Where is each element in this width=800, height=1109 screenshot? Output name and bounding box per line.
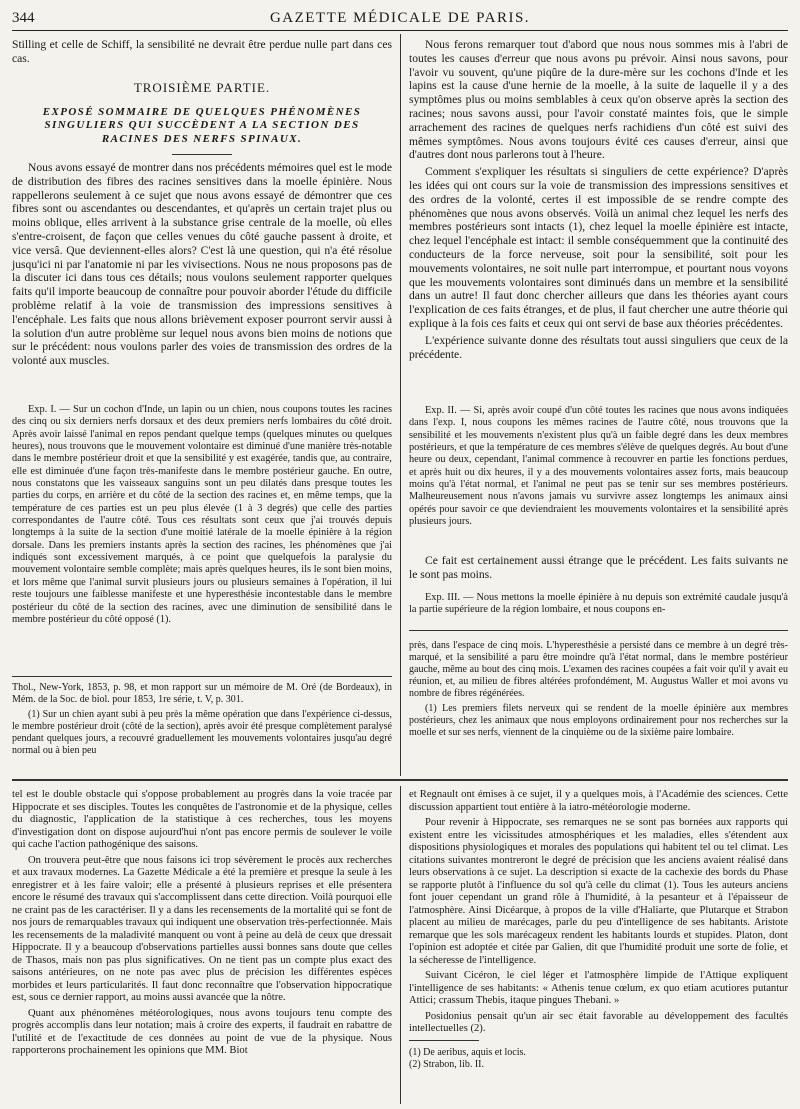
paragraph: Stilling et celle de Schiff, la sensibilité ne devrait être perdue nulle part dans ces cas.	[12, 38, 392, 65]
section-title: TROISIÈME PARTIE.	[133, 79, 271, 95]
left-notes	[12, 682, 392, 760]
experiment-3-block	[409, 592, 788, 620]
footnotes	[409, 1047, 788, 1071]
divider	[172, 154, 232, 155]
note: près, dans l'espace de cinq mois. L'hyperesthésie a persisté dans ce membre à un degré très-marqué, et la sensibilité a paru être moindre qu'à l'état normal, dans le membre postérieur gauche, même au bout des cinq mois. L'examen des racines coupées a fait voir qu'il y avait eu réunion, et, au milieu de fibres altérées profondément, M. Augustus Waller et moi avons vu nombre de fibres régénérées.	[409, 640, 788, 699]
paragraph: Posidonius pensait qu'un air sec était favorable au développement des facultés intellectuelles (2).	[409, 1010, 788, 1034]
experiment-1-block	[12, 404, 392, 629]
footnote: (1) Sur un chien ayant subi à peu près la même opération que dans l'expérience ci-dessus, le membre postérieur droit (côté de la section), après avoir été presque complètement paralysé pendant quelques jours, a recouvré graduellement les mouvements volontaires jusqu'au degré normal ou à bien peu	[12, 709, 392, 756]
paragraph: Suivant Cicéron, le ciel léger et l'atmosphère limpide de l'Attique expliquent l'intelligence de ses habitants: « Athenis tenue cœlum, ex quo etiam acutiores putantur Attici; crassum Thebis, itaque pingues Thebani. »	[409, 970, 788, 1006]
paragraph: On trouvera peut-être que nous faisons ici trop sévèrement le procès aux recherches et aux travaux modernes. La Gazette Médicale a été la première et presque la seule à les enregistrer et à les faire valoir; elle a présenté à plusieurs reprises et elle présentera encore le résumé des travaux qui s'accomplissent dans cette direction. Voilà pourquoi elle ne craint pas de les caractériser. Il y a dans les recensements de la mortalité qui se font de nos jours de remarquables travaux qui indiquent une observation très-perfectionnée. Mais les recensements de la maladivité manquent ou vont à peine au delà de ceux que dressait Hippocrate. Il y a beaucoup d'observations partielles aussi bonnes sans doute que celles de Thasos, mais non pas plus significatives. On ne tient pas un compte plus exact des saisons antérieures, on ne note pas avec plus de précision les différentes espèces morbides et leurs particularités. Il faut donc reconnaître que l'observation hippocratique est, sous ce dernier rapport, au moins aussi avancée que la nôtre.	[12, 854, 392, 1003]
footnote: (2) Strabon, lib. II.	[409, 1058, 484, 1070]
paragraph: Quant aux phénomènes météorologiques, nous avons toujours tenu compte des progrès accomplis dans leur notation; mais à croire des experts, il faudrait en rabattre de l'utilité et de l'exactitude de ces données au point de vue de la physique. Nous rapporterons prochainement les opinions que MM. Biot	[12, 1007, 392, 1056]
experiment-1: Exp. I. — Sur un cochon d'Inde, un lapin ou un chien, nous coupons toutes les racines des cinq ou six derniers nerfs dorsaux et des deux premiers nerfs lombaires du côté droit. Après avoir laissé l'animal en repos pendant quelque temps (quelques minutes ou quelques heures), nous trouvons que le mouvement volontaire est diminué d'une manière très-notable dans le membre postérieur droit et que la sensibilité y est exagérée, tandis que, au contraire, elle est diminuée d'une façon très-manifeste dans le membre postérieur gauche. En outre, nous constatons que les vaisseaux sanguins sont un peu dilatés dans presque toutes les parties du corps, en arrière et du côté de la section des racines et, en même temps, que la température de ces parties est un peu plus élevée (1 à 3 degrés) que celle des parties correspondantes de l'autre côté. Tous ces résultats sont ceux que j'ai trouvés depuis longtemps à la suite de la section d'une moitié latérale de la moelle épinière à la région dorsale. Dans les premiers instants après la section des racines, les phénomènes que j'ai indiqués sont excessivement marqués, à ce point que quelquefois la paralysie du mouvement volontaire semble complète; mais après quelques heures, ils le sont bien moins, et lors même que l'animal survit plusieurs jours ou plusieurs semaines à l'opération, il lui reste toujours une faiblesse manifeste et une hyperesthésie incontestable dans le membre postérieur du côté de la section des racines, avec une diminution de sensibilité dans le membre postérieur du côté opposé (1).	[12, 404, 392, 625]
column-divider-top	[400, 34, 401, 776]
paragraph: Comment s'expliquer les résultats si singuliers de cette expérience? D'après les idées qui ont cours sur la voie de transmission des impressions sensitives et des ordres de la volonté, certes il est impossible de se rendre compte des phénomènes que nous avons observés. Voilà un animal chez lequel les nerfs des membres postérieurs sont intacts (1), chez lequel la moelle épinière est intacte, chez lequel l'encéphale est intact: il semble conséquemment que la continuité des conducteurs de la force nerveuse, soit pour la sensibilité, soit pour les mouvements volontaires, ne soit nulle part interrompue, et pourtant nous voyons que les mouvements volontaires sont diminués dans un membre et la sensibilité dans un autre! Il faut donc chercher ailleurs que dans les théories ayant cours l'explication de ces faits étranges, et de plus, il faut chercher une autre théorie qui explique à la fois ces faits et ceux qui ont servi de base aux théories précédentes.	[409, 165, 788, 330]
footnote-rule	[409, 1040, 479, 1041]
bottom-right-column	[409, 789, 788, 1071]
footnote: (1) Les premiers filets nerveux qui se rendent de la moelle épinière aux membres postérieurs, chez les animaux que nous employons ordinairement pour nos recherches sur la moelle et sur ses nerfs, viennent de la cinquième ou de la sixième paire lombaire.	[409, 703, 788, 738]
right-column-mid	[409, 554, 788, 585]
experiment-2-block	[409, 405, 788, 531]
footnote: (1) De aeribus, aquis et locis.	[409, 1046, 526, 1058]
experiment-2: Exp. II. — Si, après avoir coupé d'un côté toutes les racines que nous avons indiquées dans l'exp. I, nous coupons les mêmes racines de l'autre côté, nous trouvons que la sensibilité et les mouvements n'existent plus qu'à un faible degré dans les deux membres postérieurs, et que la température de ces membres s'élève de quelques degrés. Au bout d'une heure ou deux, cependant, l'animal commence à recouvrer en partie les fonctions perdues, et après huit ou dix heures, il y a des mouvements volontaires assez forts, mais beaucoup moins qu'à l'état normal, et l'animal ne peut pas se tenir sur ses membres postérieurs. Malheureusement nous n'avons jamais vu survivre assez longtemps les animaux ainsi opérés pour savoir ce que deviendraient les mouvements volontaires et la sensibilité après plusieurs jours.	[409, 405, 788, 528]
column-divider-bottom	[400, 786, 401, 1104]
journal-title: GAZETTE MÉDICALE DE PARIS.	[269, 10, 531, 26]
experiment-3: Exp. III. — Nous mettons la moelle épinière à nu depuis son extrémité caudale jusqu'à la partie supérieure de la région lombaire, et nous coupons en-	[409, 592, 788, 616]
paragraph: Ce fait est certainement aussi étrange que le précédent. Les faits suivants ne le sont pas moins.	[409, 554, 788, 581]
left-column-top	[12, 38, 392, 371]
paragraph: Nous ferons remarquer tout d'abord que nous nous sommes mis à l'abri de toutes les causes d'erreur que nous avons pu prévoir. Ainsi nous savons, pour l'avoir vu souvent, qu'une piqûre de la dure-mère sur les cochons d'Inde et les lapins est la cause d'une hernie de la moelle, à la suite de laquelle il y a des symptômes plus ou moins semblables à ceux qu'on observe après la section des racines; nous savons aussi, pour l'avoir constaté maintes fois, que le simple arrachement des racines de quelques nerfs rachidiens d'un côté est suivi des mêmes symptômes. Nous avons toujours évité ces causes d'erreur, ainsi que d'autres dont nous parlerons tout à l'heure.	[409, 38, 788, 162]
page-number: 344	[12, 10, 35, 26]
running-header	[12, 10, 788, 31]
paragraph: L'expérience suivante donne des résultats tout aussi singuliers que ceux de la précédente.	[409, 333, 788, 361]
paragraph: Nous avons essayé de montrer dans nos précédents mémoires quel est le mode de distribution des fibres des racines sensitives dans la moelle épinière. Nous rappellerons seulement à ce sujet que nous avons essayé de démontrer que ces fibres sont ou ascendantes ou descendantes, et qu'après un certain trajet plus ou moins oblique, elles arrivent à la substance grise centrale de la moelle, où elles s'entre-croisent, de façon que celles venues du côté gauche passent à droite, et vice versâ. Que deviennent-elles alors? C'est là une question, qui n'a été résolue jusqu'ici ni par l'anatomie ni par les vivisections. Nous ne nous proposons pas de la discuter ici dans tous ces détails; nous voulons seulement rapporter quelques faits qu'il importe beaucoup de connaître pour pouvoir aborder l'étude du difficile problème relatif à la voie de transmission des impressions sensitives à l'encéphale. Les faits que nous allons brièvement exposer pourront servir aussi à la solution d'un autre problème sur lequel nous avons bien moins de notions que sur le précédent: nous voulons parler des voies de transmission des ordres de la volonté aux muscles.	[12, 161, 392, 368]
note: Thol., New-York, 1853, p. 98, et mon rapport sur un mémoire de M. Oré (de Bordeaux), in Mém. de la Soc. de biol. pour 1853, 1re série, t. V, p. 301.	[12, 682, 392, 705]
bottom-left-column	[12, 789, 392, 1061]
paragraph: et Regnault ont émises à ce sujet, il y a quelques mois, à l'Académie des sciences. Cette discussion appartient tout entière à la iatro-météorologie moderne.	[409, 789, 788, 813]
paragraph: tel est le double obstacle qui s'oppose probablement au progrès dans la voie tracée par Hippocrate et ses disciples. Toutes les conquêtes de l'astronomie et de la physique, celles du diagnostic, l'application de la statistique à ces recherches, tous les moyens d'investigation dont on dispose aujourd'hui n'ont pas encore permis de soulever le voile qui cache l'action pathogénique des saisons.	[12, 789, 392, 850]
notes-separator-left	[12, 676, 392, 677]
notes-separator-right	[409, 630, 788, 631]
band-separator	[12, 779, 788, 781]
section-subtitle: EXPOSÉ SOMMAIRE DE QUELQUES PHÉNOMÈNES SINGULIERS QUI SUCCÈDENT A LA SECTION DES RACINES DES NERFS SPINAUX.	[42, 105, 362, 145]
right-notes	[409, 640, 788, 742]
right-column-top	[409, 38, 788, 364]
paragraph: Pour revenir à Hippocrate, ses remarques ne se sont pas bornées aux rapports qui existent entre les vicissitudes atmosphériques et les maladies, elles s'étendent aux dispositions physiologiques et morales des populations qui habitent tel ou tel climat. Les citations suivantes montreront le degré de précision que les anciens avaient réalisé dans leurs observations à ce sujet. La description si exacte de la cachexie des bords du Phase se rapporte plutôt à l'influence du sol qu'à celle du climat (1). Tous les auteurs anciens font jouer cependant un grand rôle à l'humidité, à la pesanteur et à l'épaisseur de l'atmosphère. Ainsi Dicéarque, à propos de la ville d'Haliarte, que Plutarque et Strabon placent au milieu de marécages, parle du peu d'intelligence de ses habitants. Aristote remarque que les sols marécageux rendent les habitants lourds et stupides. Platon, dont l'opinion est adoptée et citée par Galien, dit que l'humidité produit une sorte de folie, et la sécheresse de l'intelligence.	[409, 817, 788, 966]
